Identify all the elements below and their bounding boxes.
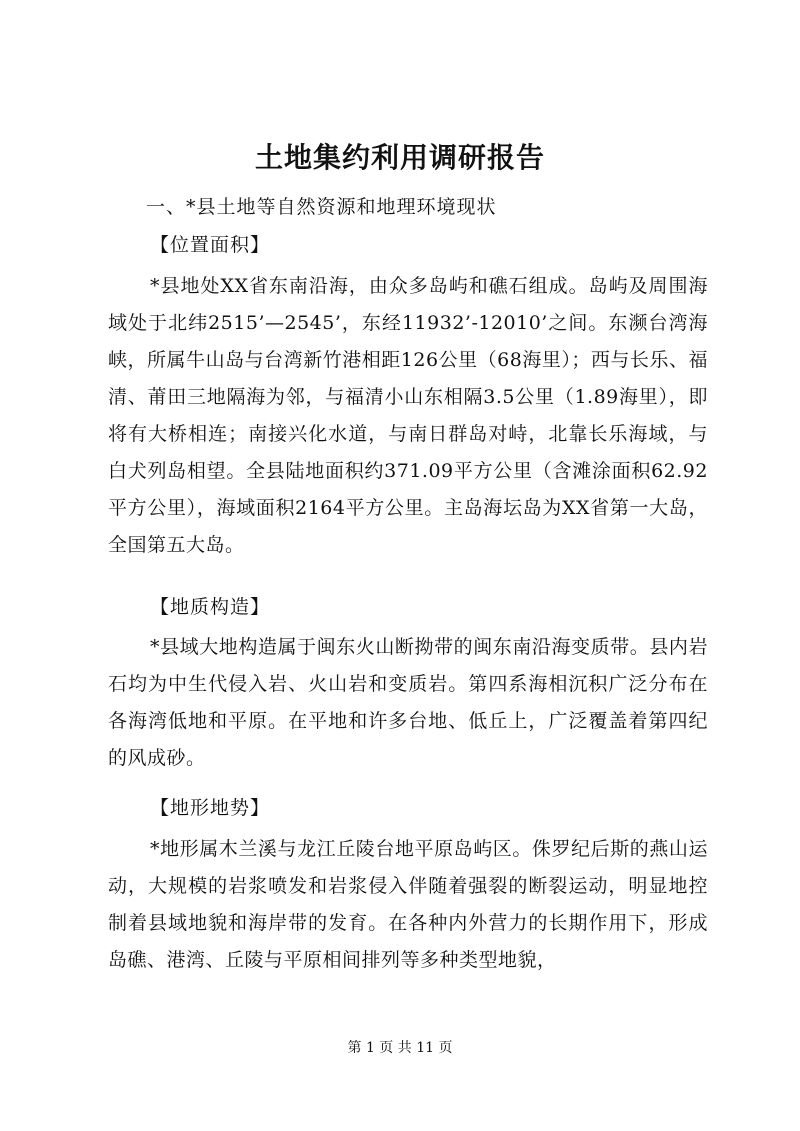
section-heading: 一、*县土地等自然资源和地理环境现状	[146, 196, 497, 218]
paragraph-geology: *县域大地构造属于闽东火山断拗带的闽东南沿海变质带。县内岩石均为中生代侵入岩、火山岩和变质岩。第四系海相沉积广泛分布在各海湾低地和平原。在平地和许多台地、低丘上，广泛覆盖着第四纪的风成砂。	[108, 636, 708, 769]
page-footer: 第 1 页 共 11 页	[347, 1040, 453, 1056]
subheading-geology: 【地质构造】	[150, 596, 271, 618]
paragraph-location-area: *县地处XX省东南沿海，由众多岛屿和礁石组成。岛屿及周围海域处于北纬2515’—2545’，东经11932’-12010’之间。东濒台湾海峡，所属牛山岛与台湾新竹港相距126公里（68海里）；西与长乐、福清、莆田三地隔海为邻，与福清小山东相隔3.5公里（1.89海里），即将有大桥相连；南接兴化水道，与南日群岛对峙，北靠长乐海域，与白犬列岛相望。全县陆地面积约371.09平方公里（含滩涂面积62.92平方公里），海域面积2164平方公里。主岛海坛岛为XX省第一大岛，全国第五大岛。	[108, 275, 708, 556]
document-title: 土地集约利用调研报告	[254, 141, 545, 174]
paragraph-terrain: *地形属木兰溪与龙江丘陵台地平原岛屿区。侏罗纪后斯的燕山运动，大规模的岩浆喷发和岩浆侵入伴随着强裂的断裂运动，明显地控制着县域地貌和海岸带的发育。在各种内外营力的长期作用下，形成岛礁、港湾、丘陵与平原相间排列等多种类型地貌，	[108, 838, 708, 971]
subheading-location-area: 【位置面积】	[150, 234, 271, 256]
subheading-terrain: 【地形地势】	[150, 797, 271, 819]
